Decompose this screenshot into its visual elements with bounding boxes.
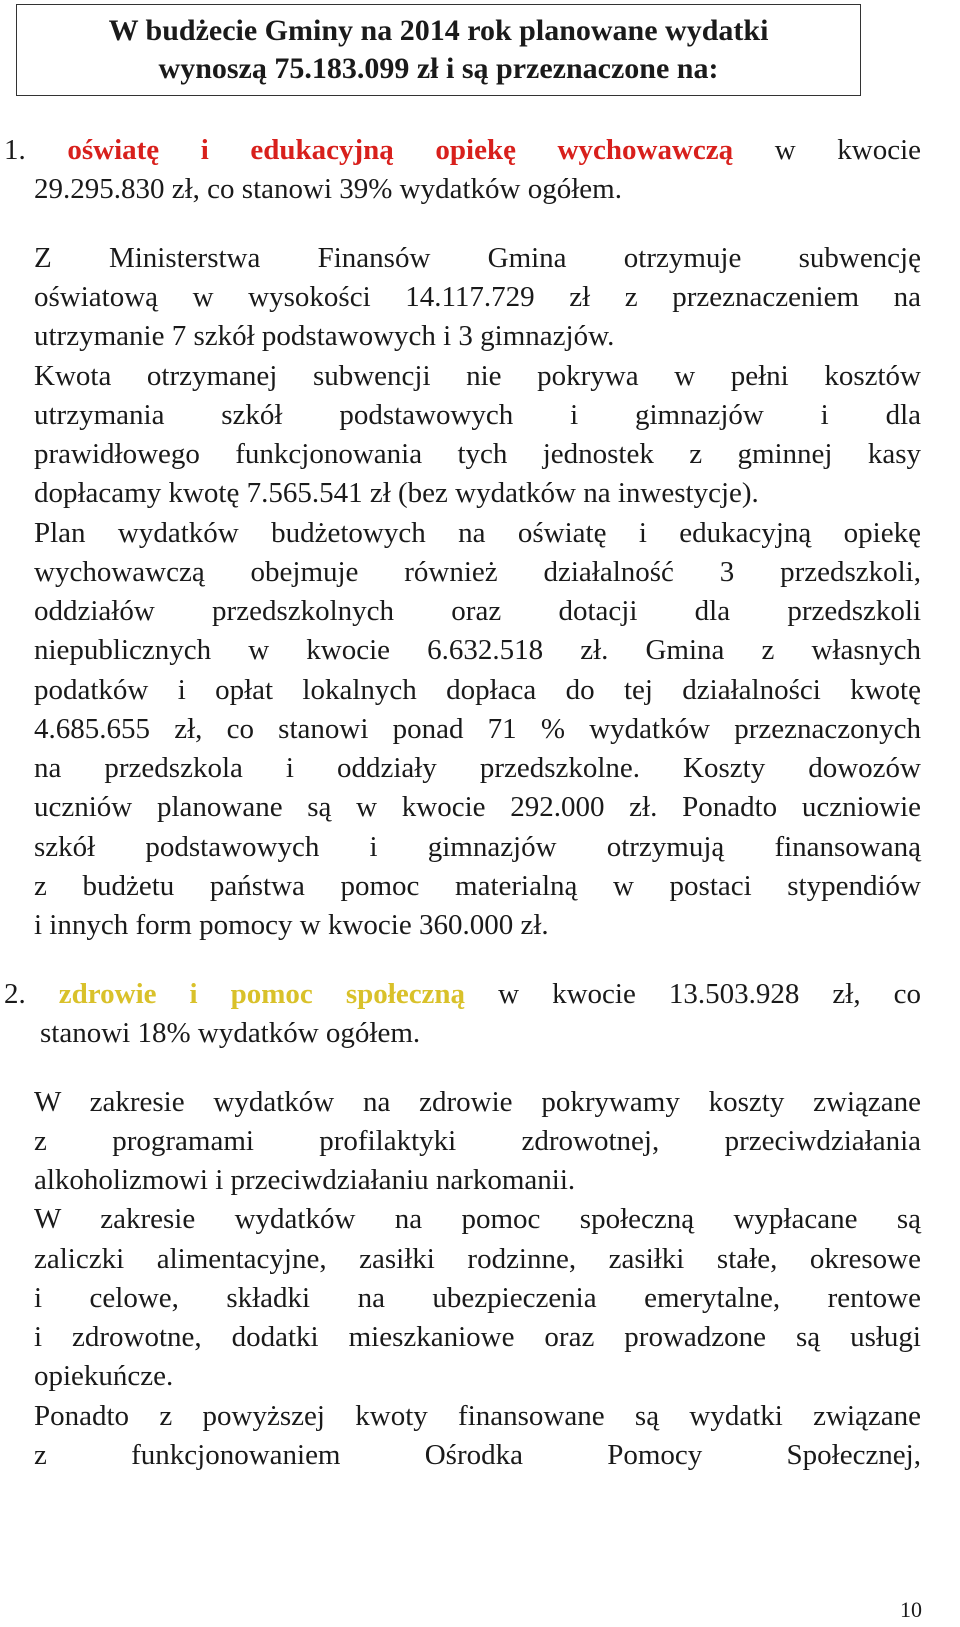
page-number: 10	[900, 1597, 922, 1622]
para2-line: opiekuńcze.	[34, 1360, 174, 1392]
para1-line: wychowawczą obejmuje również działalność 3 przedszkoli,	[34, 556, 921, 588]
para1-line: 4.685.655 zł, co stanowi ponad 71 % wydatków przeznaczonych	[34, 713, 921, 745]
para2-line: i zdrowotne, dodatki mieszkaniowe oraz prowadzone są usługi	[34, 1321, 921, 1353]
para1-line: Z Ministerstwa Finansów Gmina otrzymuje subwencję	[34, 242, 921, 274]
para1-line: Plan wydatków budżetowych na oświatę i edukacyjną opiekę	[34, 517, 921, 549]
item-1-rest: w kwocie	[774, 134, 921, 166]
item-1-number: 1.	[4, 134, 26, 166]
para1-line: z budżetu państwa pomoc materialną w postaci stypendiów	[34, 870, 921, 902]
item-1-highlight: oświatę i edukacyjną opiekę wychowawczą	[67, 134, 734, 166]
item-1-line-1	[4, 130, 921, 170]
para2-line: W zakresie wydatków na zdrowie pokrywamy koszty związane	[34, 1086, 921, 1118]
item-1-line-2: 29.295.830 zł, co stanowi 39% wydatków ogółem.	[34, 173, 622, 205]
para2-line: W zakresie wydatków na pomoc społeczną wypłacane są	[34, 1203, 921, 1235]
para2-line: Ponadto z powyższej kwoty finansowane są wydatki związane	[34, 1400, 921, 1432]
para2-line: z funkcjonowaniem Ośrodka Pomocy Społecznej,	[34, 1439, 921, 1471]
item-2-highlight: zdrowie i pomoc społeczną	[58, 978, 466, 1010]
para1-line: i innych form pomocy w kwocie 360.000 zł.	[34, 909, 549, 941]
para1-line: niepublicznych w kwocie 6.632.518 zł. Gmina z własnych	[34, 634, 921, 666]
para1-line: oddziałów przedszkolnych oraz dotacji dla przedszkoli	[34, 595, 921, 627]
para2-line: alkoholizmowi i przeciwdziałaniu narkomanii.	[34, 1164, 576, 1196]
para1-line: utrzymania szkół podstawowych i gimnazjów i dla	[34, 399, 921, 431]
para2-line: zaliczki alimentacyjne, zasiłki rodzinne, zasiłki stałe, okresowe	[34, 1243, 921, 1275]
para1-line: szkół podstawowych i gimnazjów otrzymują finansowaną	[34, 831, 921, 863]
item-2-rest: w kwocie 13.503.928 zł, co	[498, 978, 921, 1010]
para1-line: dopłacamy kwotę 7.565.541 zł (bez wydatków na inwestycje).	[34, 477, 759, 509]
para2-line: z programami profilaktyki zdrowotnej, przeciwdziałania	[34, 1125, 921, 1157]
para1-line: utrzymanie 7 szkół podstawowych i 3 gimnazjów.	[34, 320, 615, 352]
para1-line: Kwota otrzymanej subwencji nie pokrywa w pełni kosztów	[34, 360, 921, 392]
header-line-2: wynoszą 75.183.099 zł i są przeznaczone na:	[158, 52, 719, 85]
para1-line: prawidłowego funkcjonowania tych jednostek z gminnej kasy	[34, 438, 921, 470]
header-box	[16, 4, 861, 96]
item-2-number: 2.	[4, 978, 26, 1010]
para2-line: i celowe, składki na ubezpieczenia emerytalne, rentowe	[34, 1282, 921, 1314]
para1-line: uczniów planowane są w kwocie 292.000 zł. Ponadto uczniowie	[34, 791, 921, 823]
header-line-1: W budżecie Gminy na 2014 rok planowane wydatki	[108, 14, 769, 47]
item-2-line-2: stanowi 18% wydatków ogółem.	[40, 1017, 421, 1049]
para1-line: na przedszkola i oddziały przedszkolne. Koszty dowozów	[34, 752, 921, 784]
para1-line: podatków i opłat lokalnych dopłaca do tej działalności kwotę	[34, 674, 921, 706]
item-2-line-1	[4, 974, 921, 1014]
para1-line: oświatową w wysokości 14.117.729 zł z przeznaczeniem na	[34, 281, 921, 313]
